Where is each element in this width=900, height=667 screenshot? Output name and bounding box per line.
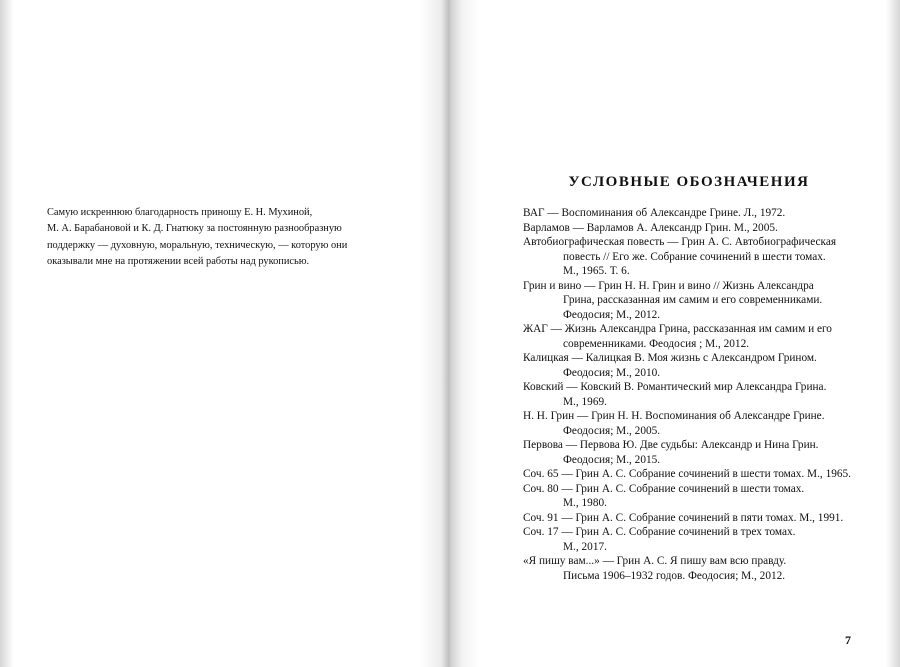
abbreviation-entry-line: Ковский — Ковский В. Романтический мир Александра Грина. [523,381,827,393]
abbreviation-entry-line: М., 1969. [563,395,607,408]
abbreviation-entry-line: Феодосия; М., 2012. [563,308,661,321]
abbreviation-entry-line: ВАГ — Воспоминания об Александре Грине. Л., 1972. [523,207,786,219]
section-heading: УСЛОВНЫЕ ОБОЗНАЧЕНИЯ [568,174,810,190]
abbreviation-entry-line: М., 2017. [563,540,607,553]
abbreviation-entry [523,221,868,236]
abbreviation-entry-line: Письма 1906–1932 годов. Феодосия; М., 2012. [563,569,786,582]
page-number: 7 [845,633,851,647]
abbreviation-entry [523,206,868,221]
abbreviation-entry-line: Соч. 65 — Грин А. С. Собрание сочинений в шести томах. М., 1965. [523,468,851,480]
acknowledgement-line: М. А. Барабановой и К. Д. Гнатюку за постоянную разнообразную [47,223,342,235]
abbreviation-entry-line: М., 1980. [563,497,607,509]
abbreviation-entry [523,511,868,526]
abbreviation-entry [523,235,868,279]
abbreviation-entry [523,554,868,583]
abbreviation-entry-line: Первова — Первова Ю. Две судьбы: Александр и Нина Грин. [523,439,819,451]
abbreviation-entry [523,438,868,467]
abbreviation-entry-line: Грина, рассказанная им самим и его современниками. [563,294,823,306]
abbreviation-entry [523,351,868,380]
acknowledgement-text [47,205,387,271]
abbreviation-entry-line: М., 1965. Т. 6. [563,265,630,277]
abbreviation-entry [523,409,868,438]
abbreviation-entry-line: Феодосия; М., 2005. [563,424,661,437]
abbreviations-list [523,206,868,583]
abbreviation-entry [523,482,868,511]
abbreviation-entry [523,525,868,554]
abbreviation-entry [523,322,868,351]
abbreviation-entry [523,467,868,482]
acknowledgement-line: Самую искреннюю благодарность приношу Е. Н. Мухиной, [47,207,313,218]
abbreviation-entry-line: ЖАГ — Жизнь Александра Грина, рассказанная им самим и его [523,323,832,335]
abbreviation-entry-line: Феодосия; М., 2015. [563,453,661,466]
right-page [450,0,900,667]
abbreviation-entry-line: Грин и вино — Грин Н. Н. Грин и вино // Жизнь Александра [523,279,814,292]
abbreviation-entry-line: Калицкая — Калицкая В. Моя жизнь с Александром Грином. [523,352,817,364]
abbreviation-entry-line: Автобиографическая повесть — Грин А. С. Автобиографическая [523,236,837,248]
abbreviation-entry-line: современниками. Феодосия ; М., 2012. [563,337,750,350]
abbreviation-entry-line: Соч. 91 — Грин А. С. Собрание сочинений в пяти томах. М., 1991. [523,511,844,524]
abbreviation-entry-line: Н. Н. Грин — Грин Н. Н. Воспоминания об Александре Грине. [523,410,825,422]
acknowledgement-line: оказывали мне на протяжении всей работы над рукописью. [47,256,310,268]
abbreviation-entry [523,380,868,409]
abbreviation-entry-line: Феодосия; М., 2010. [563,366,661,379]
abbreviation-entry-line: Варламов — Варламов А. Александр Грин. М., 2005. [523,221,778,234]
abbreviation-entry-line: «Я пишу вам...» — Грин А. С. Я пишу вам всю правду. [523,555,787,567]
abbreviation-entry-line: Соч. 17 — Грин А. С. Собрание сочинений в трех томах. [523,526,796,538]
acknowledgement-line: поддержку — духовную, моральную, техническую, — которую они [47,239,348,251]
abbreviation-entry-line: повесть // Его же. Собрание сочинений в шести томах. [563,250,826,263]
abbreviation-entry-line: Соч. 80 — Грин А. С. Собрание сочинений в шести томах. [523,482,805,495]
abbreviation-entry [523,279,868,323]
